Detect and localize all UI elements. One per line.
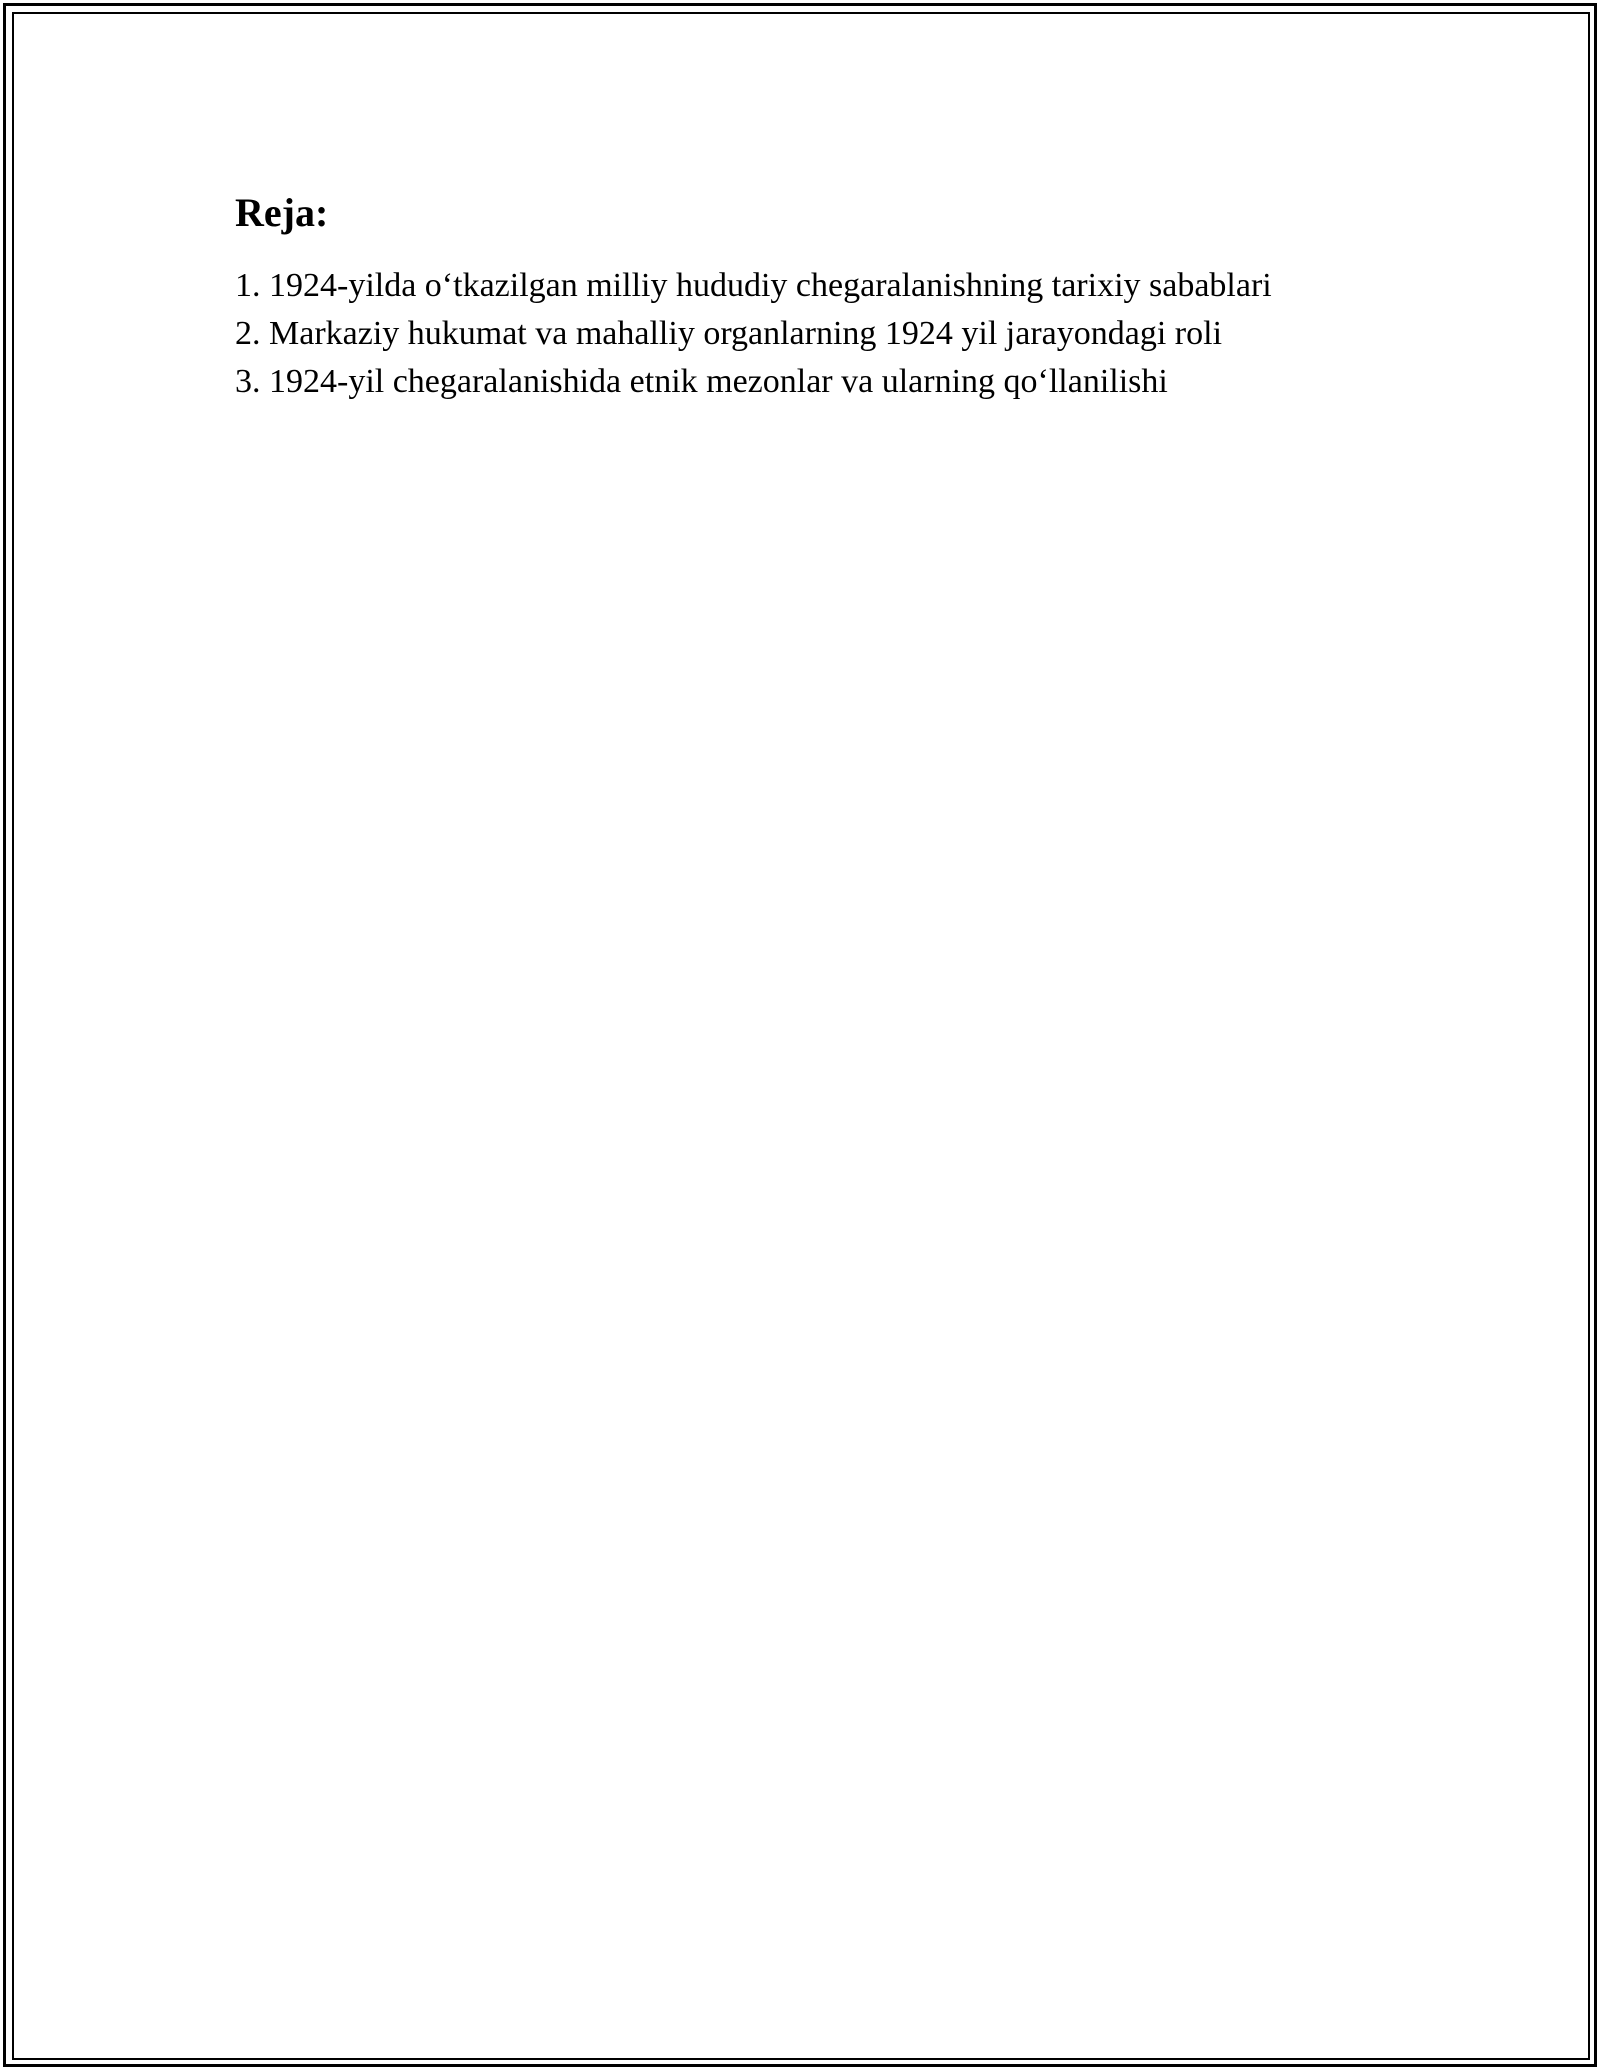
plan-item-1: 1. 1924-yilda o‘tkazilgan milliy hududiy chegaralanishning tarixiy sabablari [235,267,1272,304]
plan-item-2: 2. Markaziy hukumat va mahalliy organlarning 1924 yil jarayondagi roli [235,315,1223,352]
plan-item-3: 3. 1924-yil chegaralanishida etnik mezonlar va ularning qo‘llanilishi [235,363,1168,400]
plan-heading: Reja: [235,190,329,235]
plan-list [235,262,1435,406]
document-content [235,186,1435,406]
